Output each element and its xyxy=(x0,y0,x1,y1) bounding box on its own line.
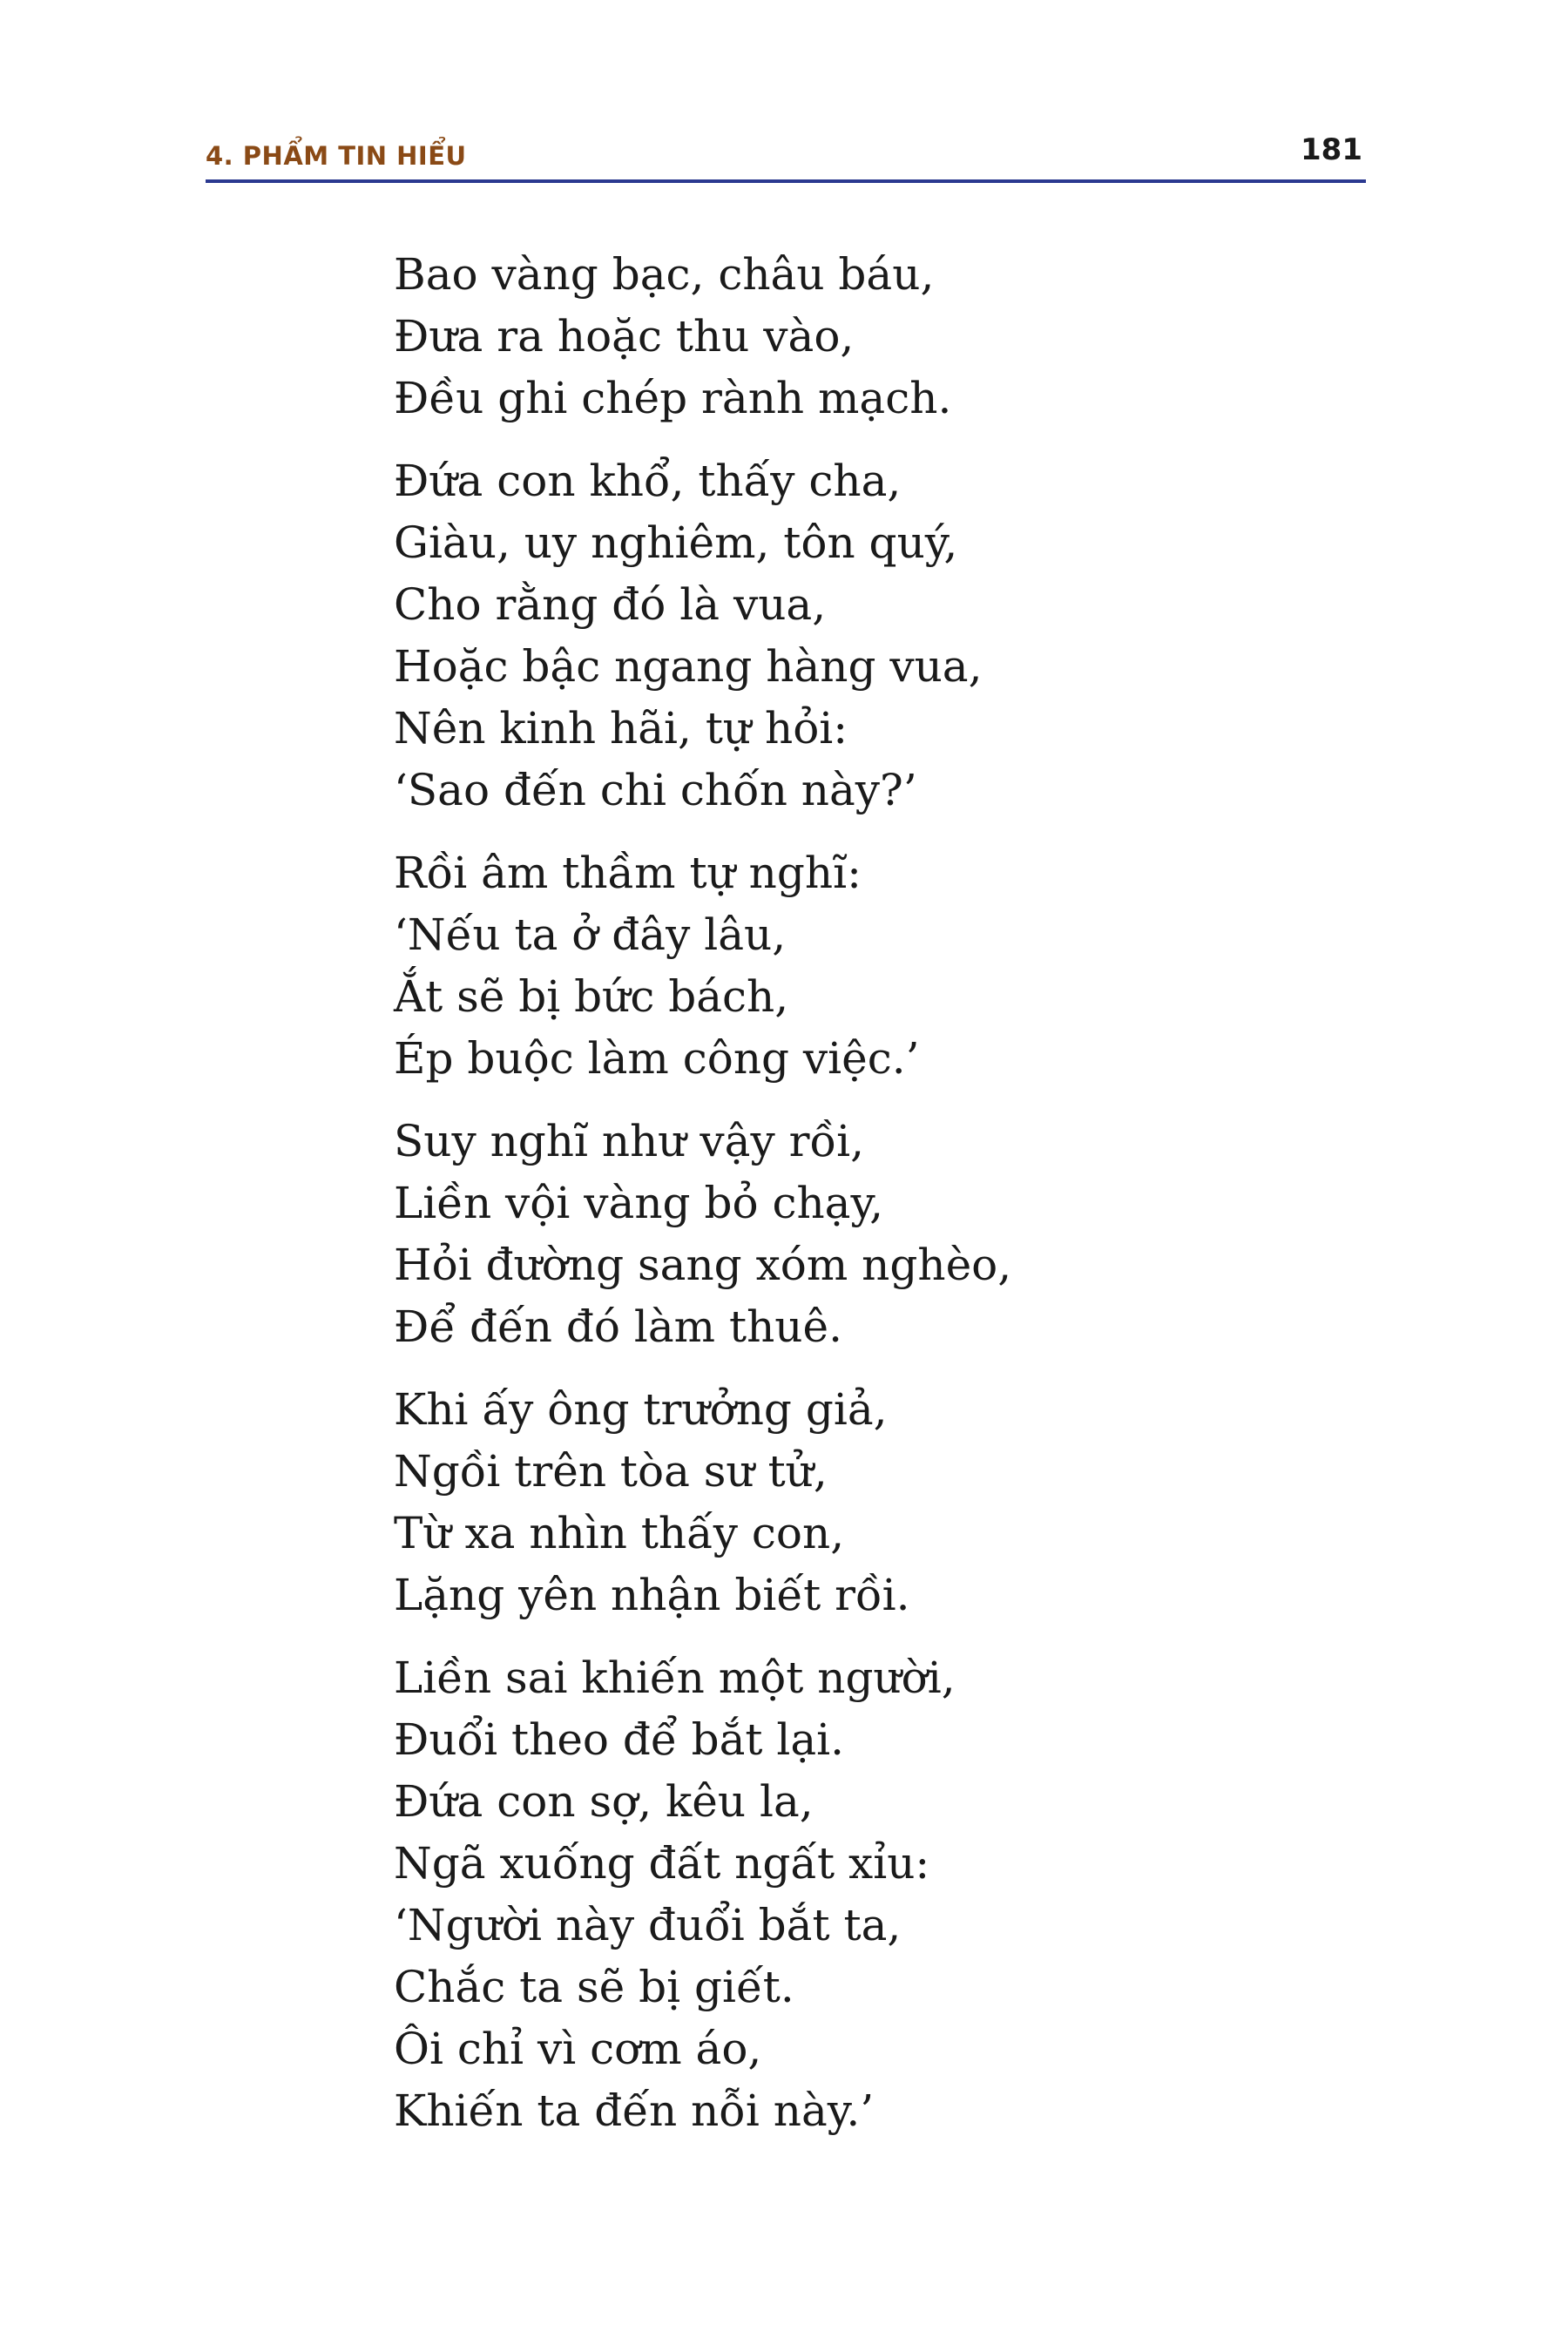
stanza-1 xyxy=(394,244,1352,429)
stanza-6 xyxy=(394,1647,1352,2142)
poem-line: Hoặc bậc ngang hàng vua, xyxy=(394,641,983,692)
poem-line: Đưa ra hoặc thu vào, xyxy=(394,311,855,362)
poem-line: Lặng yên nhận biết rồi. xyxy=(394,1570,910,1620)
poem-line: Ôi chỉ vì cơm áo, xyxy=(394,2024,762,2074)
poem-line: Đứa con sợ, kêu la, xyxy=(394,1776,814,1827)
poem xyxy=(394,244,1352,2163)
poem-line: Từ xa nhìn thấy con, xyxy=(394,1508,845,1558)
poem-line: Giàu, uy nghiêm, tôn quý, xyxy=(394,517,958,568)
poem-line: Khi ấy ông trưởng giả, xyxy=(394,1384,888,1435)
poem-line: Liền sai khiến một người, xyxy=(394,1652,956,1703)
poem-line: Liền vội vàng bỏ chạy, xyxy=(394,1178,883,1228)
page-header xyxy=(206,127,1366,183)
poem-line: ‘Người này đuổi bắt ta, xyxy=(394,1900,902,1950)
poem-line: Hỏi đường sang xóm nghèo, xyxy=(394,1240,1012,1290)
chapter-title: 4. PHẨM TIN HIỂU xyxy=(206,141,467,171)
poem-line: Để đến đó làm thuê. xyxy=(394,1301,842,1352)
stanza-2 xyxy=(394,450,1352,821)
poem-line: Ép buộc làm công việc.’ xyxy=(394,1033,920,1084)
poem-line: Đuổi theo để bắt lại. xyxy=(394,1714,845,1765)
stanza-3 xyxy=(394,842,1352,1090)
poem-line: Ngồi trên tòa sư tử, xyxy=(394,1446,828,1497)
poem-line: Đứa con khổ, thấy cha, xyxy=(394,456,902,506)
poem-line: Ắt sẽ bị bức bách, xyxy=(394,971,789,1022)
poem-line: Ngã xuống đất ngất xỉu: xyxy=(394,1838,930,1889)
poem-line: ‘Sao đến chi chốn này?’ xyxy=(394,765,917,815)
poem-line: Rồi âm thầm tự nghĩ: xyxy=(394,848,862,898)
poem-line: Chắc ta sẽ bị giết. xyxy=(394,1962,794,2012)
poem-line: Cho rằng đó là vua, xyxy=(394,579,827,630)
stanza-5 xyxy=(394,1379,1352,1626)
poem-line: ‘Nếu ta ở đây lâu, xyxy=(394,909,787,960)
poem-line: Nên kinh hãi, tự hỏi: xyxy=(394,703,848,754)
stanza-4 xyxy=(394,1111,1352,1358)
poem-line: Suy nghĩ như vậy rồi, xyxy=(394,1116,864,1166)
poem-line: Khiến ta đến nỗi này.’ xyxy=(394,2085,875,2136)
poem-line: Bao vàng bạc, châu báu, xyxy=(394,249,935,300)
poem-line: Đều ghi chép rành mạch. xyxy=(394,373,952,423)
page-number: 181 xyxy=(1301,132,1362,167)
